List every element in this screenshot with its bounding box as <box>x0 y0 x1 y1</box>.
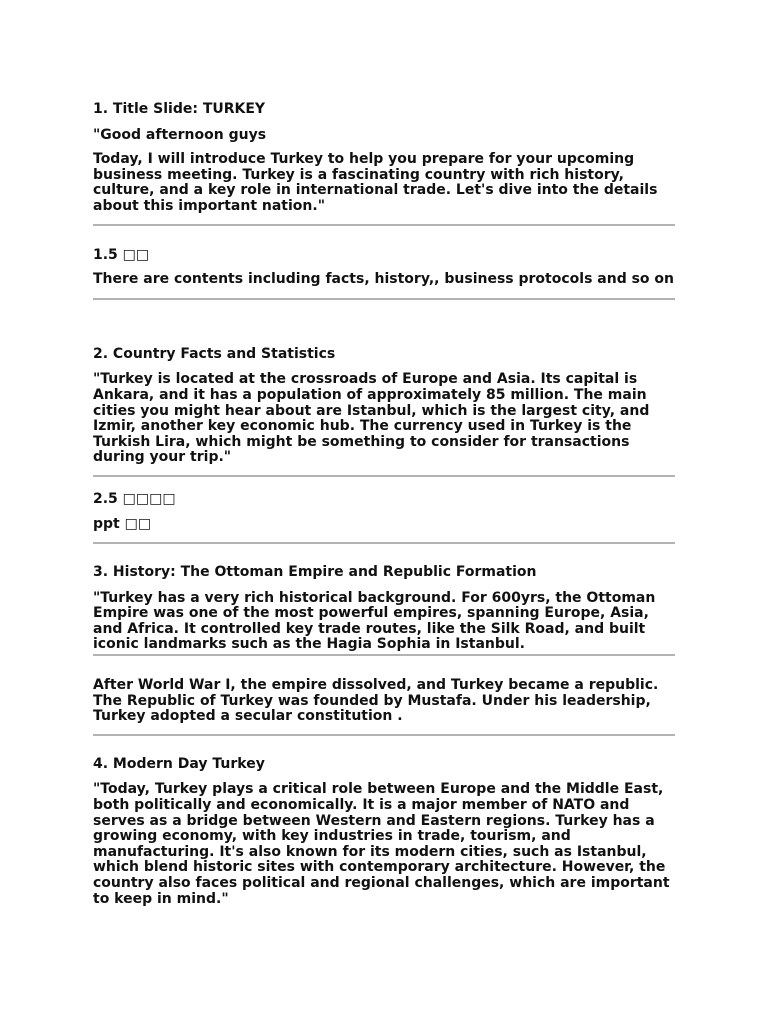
section-divider <box>93 734 675 736</box>
greeting-line: "Good afternoon guys <box>93 126 267 143</box>
section-heading: 4. Modern Day Turkey <box>93 755 265 772</box>
section-divider <box>93 224 675 226</box>
intro-paragraph: Today, I will introduce Turkey to help you prepare for your upcoming business meeting. Turkey is a fascinating country with rich history, culture, and a key role in international trade. Let's dive into the details about this important nation." <box>93 151 658 214</box>
section-heading: 1.5 □□ <box>93 246 150 263</box>
section-modern-day <box>93 757 675 907</box>
section-divider <box>93 475 675 477</box>
section-ppt <box>93 492 675 532</box>
document-page <box>93 102 675 907</box>
facts-paragraph: "Turkey is located at the crossroads of Europe and Asia. Its capital is Ankara, and it has a population of approximately 85 million. The main cities you might hear about are Istanbul, which is the largest city, and Izmir, another key economic hub. The currency used in Turkey is the Turkish Lira, which might be something to consider for transactions during your trip." <box>93 371 650 466</box>
ottoman-paragraph: "Turkey has a very rich historical background. For 600yrs, the Ottoman Empire was one of the most powerful empires, spanning Europe, Asia, and Africa. It controlled key trade routes, like the Silk Road, and built iconic landmarks such as the Hagia Sophia in Istanbul. <box>93 589 656 653</box>
modern-paragraph: "Today, Turkey plays a critical role between Europe and the Middle East, both politically and economically. It is a major member of NATO and serves as a bridge between Western and Eastern regions. Turkey has a growing economy, with key industries in trade, tourism, and manufacturing. It's also known for its modern cities, such as Istanbul, which blend historic sites with contemporary architecture. However, the country also faces political and regional challenges, which are important to keep in mind." <box>93 781 670 907</box>
section-history <box>93 565 675 653</box>
section-contents <box>93 248 675 288</box>
section-heading: 2.5 □□□□ <box>93 490 176 507</box>
section-country-facts <box>93 347 675 466</box>
section-title-slide <box>93 102 675 215</box>
republic-paragraph: After World War I, the empire dissolved, and Turkey became a republic. The Republic of Turkey was founded by Mustafa. Under his leadership, Turkey adopted a secular constitution . <box>93 677 659 725</box>
section-republic <box>93 678 675 725</box>
section-heading: 2. Country Facts and Statistics <box>93 345 336 362</box>
section-heading: 1. Title Slide: TURKEY <box>93 101 266 117</box>
section-divider <box>93 298 675 300</box>
contents-paragraph: There are contents including facts, history,, business protocols and so on <box>93 271 674 288</box>
section-heading: 3. History: The Ottoman Empire and Republic Formation <box>93 564 537 581</box>
section-divider <box>93 654 675 656</box>
ppt-line: ppt □□ <box>93 515 152 532</box>
section-divider <box>93 542 675 544</box>
